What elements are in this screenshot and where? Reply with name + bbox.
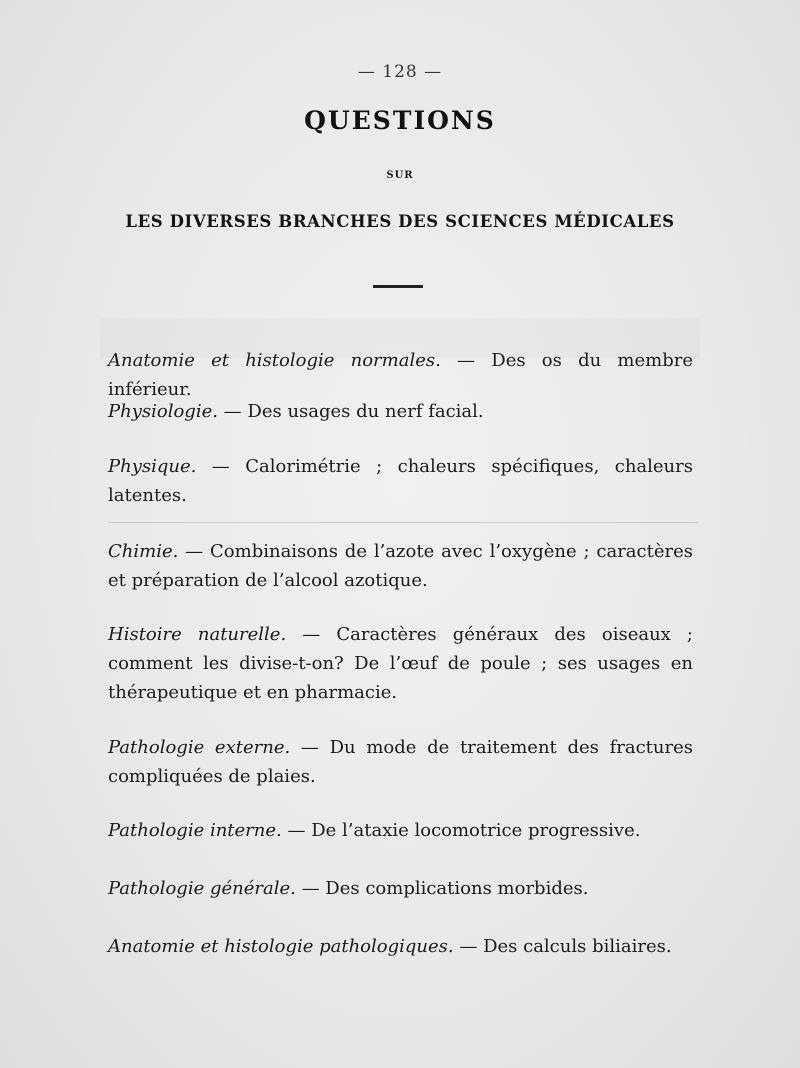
- question-text: — Des os du membre inférieur.: [108, 350, 693, 400]
- question-histoire-naturelle: [108, 620, 693, 707]
- question-anatomie-pathologique: [108, 932, 693, 961]
- page-fold-line: [108, 522, 698, 523]
- question-label: Chimie.: [108, 541, 179, 562]
- page-title: QUESTIONS: [304, 106, 496, 135]
- question-label: Pathologie externe.: [108, 737, 291, 758]
- page-number: — 128 —: [357, 62, 443, 82]
- title-connector: SUR: [386, 170, 414, 181]
- question-pathologie-externe: [108, 733, 693, 791]
- question-label: Pathologie interne.: [108, 820, 282, 841]
- question-physiologie: [108, 397, 693, 426]
- question-label: Physiologie.: [108, 401, 218, 422]
- question-anatomie-normale: [108, 346, 693, 404]
- question-physique: [108, 452, 693, 510]
- question-text: — Combinaisons de l’azote avec l’oxygène ; caractères et préparation de l’alcool azotique.: [108, 541, 693, 591]
- question-chimie: [108, 537, 693, 595]
- question-text: — De l’ataxie locomotrice progressive.: [281, 820, 641, 841]
- question-label: Physique.: [108, 456, 197, 477]
- page-subtitle: LES DIVERSES BRANCHES DES SCIENCES MÉDICALES: [125, 212, 675, 231]
- question-label: Pathologie générale.: [108, 878, 296, 899]
- question-pathologie-generale: [108, 874, 693, 903]
- question-label: Anatomie et histologie normales.: [108, 350, 441, 371]
- question-text: — Des calculs biliaires.: [453, 936, 672, 957]
- question-label: Anatomie et histologie pathologiques.: [108, 936, 454, 957]
- title-divider: [373, 285, 423, 288]
- question-text: — Du mode de traitement des fractures compliquées de plaies.: [108, 737, 693, 787]
- question-text: — Des usages du nerf facial.: [217, 401, 484, 422]
- question-label: Histoire naturelle.: [108, 624, 287, 645]
- question-text: — Calorimétrie ; chaleurs spécifiques, chaleurs latentes.: [108, 456, 693, 506]
- question-text: — Des complications morbides.: [295, 878, 589, 899]
- question-pathologie-interne: [108, 816, 693, 845]
- question-text: — Caractères généraux des oiseaux ; comment les divise-t-on? De l’œuf de poule ; ses usages en thérapeutique et en pharmacie.: [108, 624, 693, 703]
